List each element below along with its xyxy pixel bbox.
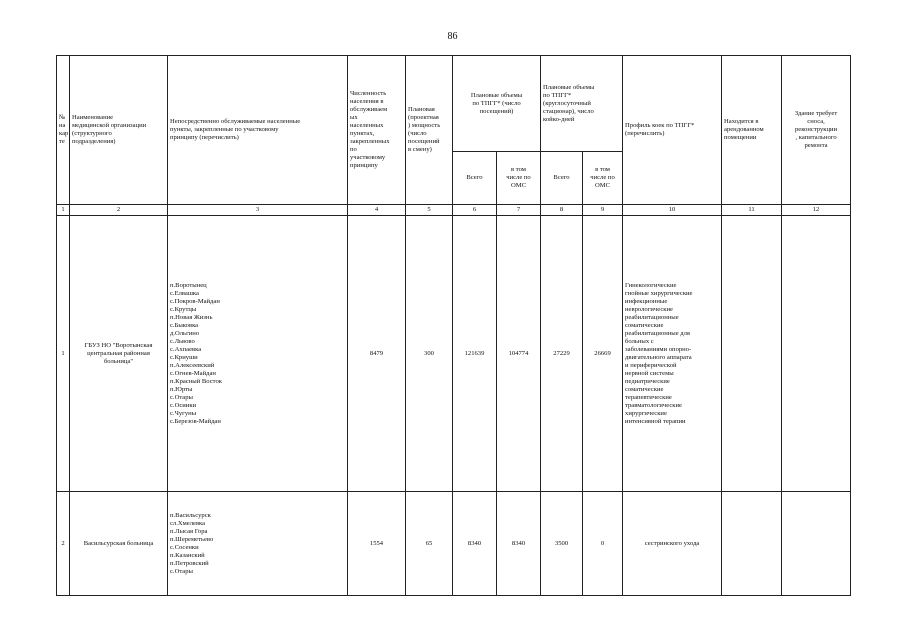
header-rebuild: [782, 56, 851, 205]
beds-oms-value: 26669: [583, 216, 623, 492]
text-line: Профиль коек по ТПГГ*: [625, 122, 695, 129]
text-line: ГБУЗ НО "Воротынская: [84, 341, 153, 349]
text-line: с.Криуши: [170, 353, 198, 361]
column-number: 3: [168, 205, 348, 216]
column-number: 7: [497, 205, 541, 216]
text-line: п.Воротынец: [170, 281, 207, 289]
text-line: (перечислить): [625, 130, 665, 137]
text-line: хирургические: [625, 409, 667, 417]
settlement-list: [168, 216, 348, 492]
settlement-list: [168, 492, 348, 596]
text-line: числе по: [590, 174, 615, 181]
column-number: 8: [541, 205, 583, 216]
text-line: кар: [59, 130, 69, 137]
header-organization: [70, 56, 168, 205]
text-line: п.Юрты: [170, 385, 193, 393]
text-line: Находится в: [724, 118, 759, 125]
text-line: травматологические: [625, 401, 682, 409]
rebuild-value: [782, 216, 851, 492]
text-line: Непосредственно обслуживаемые населенные: [170, 118, 301, 125]
text-line: Плановые объемы: [543, 83, 595, 91]
text-line: Плановые объемы: [470, 91, 523, 99]
text-line: по: [350, 146, 357, 153]
text-line: в том: [595, 166, 610, 173]
text-line: подразделения): [72, 138, 116, 145]
beds-total-value: 27229: [541, 216, 583, 492]
text-line: с.Быковка: [170, 321, 199, 329]
text-line: терапевтические: [625, 393, 672, 401]
capacity-value: 65: [406, 492, 453, 596]
text-line: реабилитационные: [625, 313, 679, 321]
text-line: Наименование: [72, 114, 114, 121]
text-line: гнойные хирургические: [625, 289, 693, 297]
organization-name: [70, 216, 168, 492]
visits-total-value: 121639: [453, 216, 497, 492]
text-line: с.Отары: [170, 393, 193, 401]
text-line: пункты, закрепленные по участковому: [170, 126, 279, 133]
text-line: те: [59, 138, 65, 145]
text-line: населенных: [350, 122, 384, 129]
text-line: неврологические: [625, 305, 673, 313]
text-line: интенсивной терапии: [625, 417, 686, 425]
visits-oms-value: 104774: [497, 216, 541, 492]
text-line: ) мощность: [408, 122, 441, 129]
text-line: п.Лысая Гора: [170, 527, 208, 535]
text-line: участковому: [350, 154, 386, 161]
text-line: п.Новая Жизнь: [170, 313, 213, 321]
text-line: принципу (перечислить): [170, 134, 239, 141]
beds-oms-value: 0: [583, 492, 623, 596]
column-number: 10: [623, 205, 722, 216]
text-line: с.Елвашка: [170, 289, 199, 297]
text-line: с.Чугуны: [170, 409, 197, 417]
text-line: сестринского ухода: [644, 539, 700, 547]
text-line: принципу: [350, 162, 378, 169]
text-line: (круглосуточный: [543, 99, 591, 107]
header-population: [348, 56, 406, 205]
header-capacity: [406, 56, 453, 205]
header-visit-volumes: [453, 56, 541, 152]
header-visits-oms: [497, 152, 541, 205]
table-row: [57, 492, 851, 596]
text-line: койко-дней: [543, 115, 575, 123]
text-line: с.Осиики: [170, 401, 197, 409]
column-number: 1: [57, 205, 70, 216]
text-line: Гинекологические: [625, 281, 677, 289]
column-number: 4: [348, 205, 406, 216]
organization-name: [70, 492, 168, 596]
rented-value: [722, 216, 782, 492]
text-line: реабилитационные для: [625, 329, 690, 337]
text-line: с.Львово: [170, 337, 195, 345]
text-line: пунктах,: [350, 130, 375, 137]
text-line: стационар), число: [543, 107, 594, 115]
text-line: больных с: [625, 337, 654, 345]
header-bed-profiles: [623, 56, 722, 205]
text-line: с.Березов-Майдан: [170, 417, 221, 425]
text-line: (число: [408, 130, 427, 137]
visits-total-value: 8340: [453, 492, 497, 596]
text-line: №: [59, 114, 66, 121]
text-line: по ТПГГ* (число: [472, 99, 521, 107]
text-line: населения в: [350, 98, 384, 105]
hospital-capacity-table: [56, 55, 851, 596]
text-line: на: [59, 122, 66, 129]
text-line: арендованном: [724, 126, 764, 133]
column-number: 9: [583, 205, 623, 216]
text-line: нервной системы: [625, 369, 674, 377]
text-line: с.Покров-Майдан: [170, 297, 220, 305]
bed-profile-list: [623, 492, 722, 596]
text-line: по ТПГГ*: [543, 91, 572, 99]
text-line: д.Ольгино: [170, 329, 200, 337]
text-line: и периферической: [625, 361, 677, 369]
text-line: инфекционные: [625, 297, 668, 305]
row-number: 1: [57, 216, 70, 492]
column-numbers-row: [57, 205, 851, 216]
text-line: с.Огнев-Майдан: [170, 369, 216, 377]
page-number: 86: [447, 31, 458, 42]
text-line: с.Ахпаевка: [170, 345, 202, 353]
table-row: [57, 216, 851, 492]
header-rented: [722, 56, 782, 205]
text-line: реконструкции: [794, 126, 838, 133]
text-line: Численность: [350, 90, 387, 97]
text-line: п.Шереметьево: [170, 535, 214, 543]
text-line: п.Красный Восток: [170, 377, 222, 385]
header-beds-oms: [583, 152, 623, 205]
rented-value: [722, 492, 782, 596]
header-settlements: [168, 56, 348, 205]
text-line: посещений): [479, 107, 514, 115]
text-line: в том: [511, 166, 526, 173]
text-line: ОМС: [510, 182, 527, 189]
text-line: Здание требует: [794, 110, 838, 117]
column-number: 6: [453, 205, 497, 216]
rebuild-value: [782, 492, 851, 596]
text-line: соматические: [625, 321, 664, 329]
text-line: медицинской организации: [72, 122, 147, 129]
text-line: , капитального: [795, 134, 837, 141]
text-line: заболеваниями опорно-: [625, 345, 692, 353]
text-line: в смену): [408, 146, 432, 153]
text-line: числе по: [506, 174, 531, 181]
text-line: с.Отары: [170, 567, 193, 575]
text-line: п.Петровский: [170, 559, 209, 567]
text-line: с.Сосенки: [170, 543, 199, 551]
text-line: сл.Хмелевка: [170, 519, 206, 527]
capacity-value: 300: [406, 216, 453, 492]
text-line: закрепленных: [350, 138, 390, 145]
text-line: п.Казанский: [170, 551, 205, 559]
population-value: 8479: [348, 216, 406, 492]
text-line: педиатрические: [625, 377, 670, 385]
visits-oms-value: 8340: [497, 492, 541, 596]
text-line: помещении: [724, 134, 757, 141]
column-number: 11: [722, 205, 782, 216]
text-line: ых: [350, 114, 358, 121]
column-number: 12: [782, 205, 851, 216]
text-line: больница": [103, 357, 134, 365]
text-line: Васильсурская больница: [83, 539, 154, 547]
text-line: центральная районная: [87, 349, 150, 357]
text-line: (структурного: [72, 130, 112, 137]
text-line: (проектная: [408, 114, 439, 121]
text-line: ОМС: [595, 182, 611, 189]
text-line: соматические: [625, 385, 664, 393]
text-line: сноса,: [807, 118, 825, 125]
column-number: 5: [406, 205, 453, 216]
header-beds-total: Всего: [541, 152, 583, 205]
text-line: п.Васильсурск: [170, 511, 211, 519]
header-bed-day-volumes: [541, 56, 623, 152]
population-value: 1554: [348, 492, 406, 596]
text-line: с.Крутцы: [170, 305, 197, 313]
text-line: обслуживаем: [350, 106, 388, 113]
header-visits-total: Всего: [453, 152, 497, 205]
text-line: ремонта: [804, 142, 828, 149]
text-line: Плановая: [408, 106, 435, 113]
column-number: 2: [70, 205, 168, 216]
bed-profile-list: [623, 216, 722, 492]
text-line: двигательного аппарата: [625, 353, 692, 361]
text-line: посещений: [408, 138, 440, 145]
header-col-number: [57, 56, 70, 205]
row-number: 2: [57, 492, 70, 596]
text-line: п.Алексеевский: [170, 361, 215, 369]
beds-total-value: 3500: [541, 492, 583, 596]
